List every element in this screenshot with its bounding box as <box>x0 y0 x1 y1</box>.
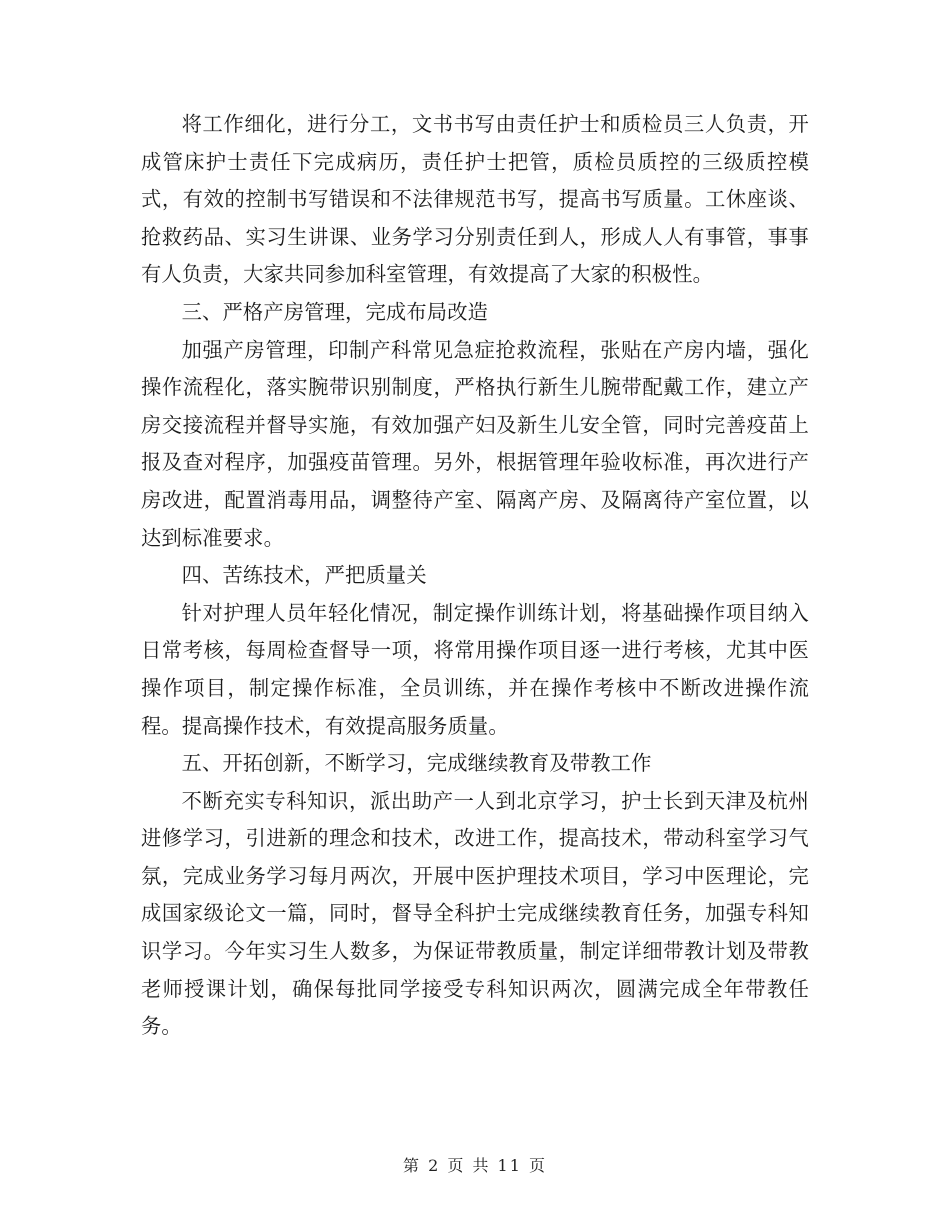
page-number-footer: 第 2 页 共 11 页 <box>403 1156 547 1175</box>
document-body <box>141 106 809 1046</box>
section-heading-skills: 四、苦练技术，严把质量关 <box>181 563 427 588</box>
paragraph-work-division: 将工作细化，进行分工，文书书写由责任护士和质检员三人负责，开成管床护士责任下完成病历，责任护士把管，质检员质控的三级质控模式，有效的控制书写错误和不法律规范书写，提高书写质量。工休座谈、抢救药品、实习生讲课、业务学习分别责任到人，形成人人有事管，事事有人负责，大家共同参加科室管理，有效提高了大家的积极性。 <box>141 112 809 287</box>
section-heading-education: 五、开拓创新，不断学习，完成继续教育及带教工作 <box>181 751 652 776</box>
paragraph-delivery-room: 加强产房管理，印制产科常见急症抢救流程，张贴在产房内墙，强化操作流程化，落实腕带识别制度，严格执行新生儿腕带配戴工作，建立产房交接流程并督导实施，有效加强产妇及新生儿安全管，同时完善疫苗上报及查对程序，加强疫苗管理。另外，根据管理年验收标准，再次进行产房改进，配置消毒用品，调整待产室、隔离产房、及隔离待产室位置，以达到标准要求。 <box>141 337 809 550</box>
section-heading-delivery-room: 三、严格产房管理，完成布局改造 <box>181 299 489 324</box>
paragraph-education: 不断充实专科知识，派出助产一人到北京学习，护士长到天津及杭州进修学习，引进新的理念和技术，改进工作，提高技术，带动科室学习气氛，完成业务学习每月两次，开展中医护理技术项目，学习中医理论，完成国家级论文一篇，同时，督导全科护士完成继续教育任务，加强专科知识学习。今年实习生人数多，为保证带教质量，制定详细带教计划及带教老师授课计划，确保每批同学接受专科知识两次，圆满完成全年带教任务。 <box>141 788 809 1039</box>
paragraph-skills: 针对护理人员年轻化情况，制定操作训练计划，将基础操作项目纳入日常考核，每周检查督导一项，将常用操作项目逐一进行考核，尤其中医操作项目，制定操作标准，全员训练，并在操作考核中不断改进操作流程。提高操作技术，有效提高服务质量。 <box>141 600 809 738</box>
